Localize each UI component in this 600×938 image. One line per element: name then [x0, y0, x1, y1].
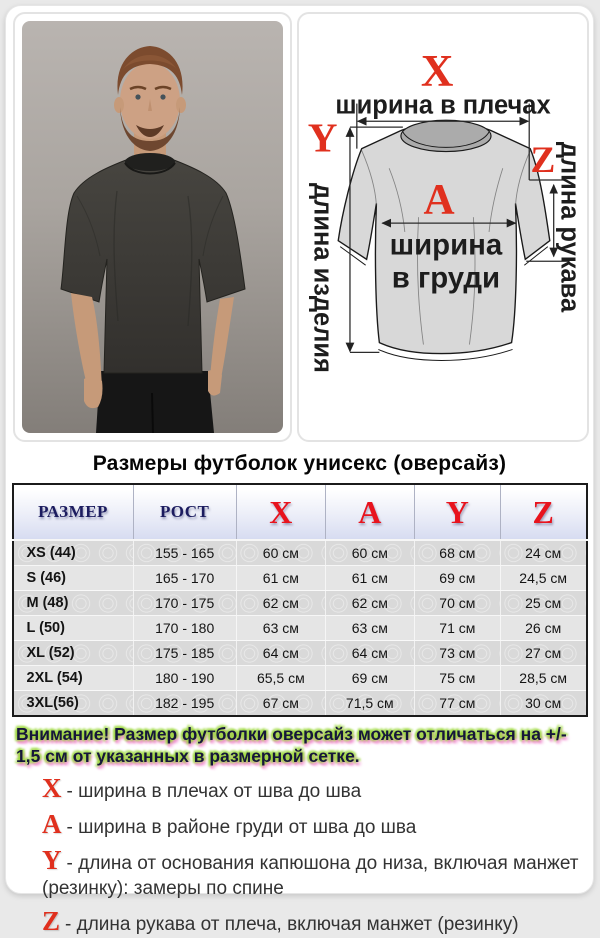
cell-x: 63 см [236, 616, 325, 641]
diagram-y-letter: Y [307, 114, 338, 161]
cell-size: 3XL(56) [13, 691, 134, 717]
cell-y: 70 см [414, 591, 500, 616]
legend-letter: A [42, 809, 62, 840]
table-row [13, 641, 587, 666]
cell-y: 75 см [414, 666, 500, 691]
product-photo-panel [13, 12, 292, 442]
cell-y: 68 см [414, 540, 500, 566]
cell-rost: 180 - 190 [133, 666, 236, 691]
table-row [13, 591, 587, 616]
cell-z: 24,5 см [500, 566, 586, 591]
diagram-z-label: длина рукава [555, 141, 584, 313]
cell-size: XS (44) [13, 540, 134, 566]
cell-x: 60 см [236, 540, 325, 566]
table-row [13, 666, 587, 691]
cell-a: 69 см [325, 666, 414, 691]
cell-rost: 182 - 195 [133, 691, 236, 717]
cell-z: 28,5 см [500, 666, 586, 691]
cell-z: 30 см [500, 691, 586, 717]
legend-text: - ширина в районе груди от шва до шва [66, 817, 417, 839]
legend-letter: Z [42, 905, 61, 936]
cell-rost: 155 - 165 [133, 540, 236, 566]
model-photo [22, 21, 283, 433]
cell-a: 63 см [325, 616, 414, 641]
cell-size: S (46) [13, 566, 134, 591]
col-header-a: A [325, 484, 414, 540]
cell-a: 71,5 см [325, 691, 414, 717]
col-header-z: Z [500, 484, 586, 540]
cell-z: 25 см [500, 591, 586, 616]
table-row [13, 566, 587, 591]
tshirt-measurement-diagram [301, 17, 587, 437]
diagram-z-letter: Z [530, 140, 556, 182]
size-chart-card [5, 5, 594, 936]
cell-size: M (48) [13, 591, 134, 616]
diagram-a-letter: A [423, 176, 455, 224]
cell-x: 65,5 см [236, 666, 325, 691]
top-panels [6, 6, 593, 442]
legend-item [42, 811, 579, 841]
diagram-a-label-line1: ширина [389, 228, 503, 262]
header-row [13, 484, 587, 540]
legend-text: - ширина в плечах от шва до шва [66, 781, 362, 803]
col-header-y: Y [414, 484, 500, 540]
warning-note: Внимание! Размер футболки оверсайз может отличаться на +/- 1,5 см от указанных в размерной сетке. [16, 724, 567, 766]
table-row [13, 540, 587, 566]
cell-size: XL (52) [13, 641, 134, 666]
cell-x: 64 см [236, 641, 325, 666]
size-table-body [13, 540, 587, 716]
size-table [12, 483, 588, 717]
cell-a: 61 см [325, 566, 414, 591]
cell-rost: 175 - 185 [133, 641, 236, 666]
cell-rost: 165 - 170 [133, 566, 236, 591]
cell-rost: 170 - 175 [133, 591, 236, 616]
cell-z: 24 см [500, 540, 586, 566]
legend-letter: X [42, 773, 62, 804]
legend-text: - длина рукава от плеча, включая манжет (резинку) [65, 913, 519, 935]
legend-item [42, 905, 579, 938]
legend-item [42, 775, 579, 805]
table-row [13, 691, 587, 717]
cell-y: 71 см [414, 616, 500, 641]
cell-x: 62 см [236, 591, 325, 616]
table-title: Размеры футболок унисекс (оверсайз) [92, 452, 507, 475]
col-header-size: РАЗМЕР [13, 484, 134, 540]
legend-item [42, 844, 579, 902]
cell-y: 73 см [414, 641, 500, 666]
cell-z: 27 см [500, 641, 586, 666]
diagram-a-label-line2: в груди [391, 261, 501, 295]
cell-y: 77 см [414, 691, 500, 717]
cell-x: 61 см [236, 566, 325, 591]
legend-letter: Y [42, 844, 62, 875]
cell-a: 62 см [325, 591, 414, 616]
legend-text: - длина от основания капюшона до низа, включая манжет (резинку): замеры по спине [42, 852, 579, 900]
diagram-x-letter: X [420, 45, 454, 96]
cell-y: 69 см [414, 566, 500, 591]
cell-a: 60 см [325, 540, 414, 566]
measurement-legend [6, 771, 593, 937]
diagram-y-label: длина изделия [308, 183, 337, 373]
cell-rost: 170 - 180 [133, 616, 236, 641]
cell-z: 26 см [500, 616, 586, 641]
measurement-diagram-panel [297, 12, 589, 442]
cell-a: 64 см [325, 641, 414, 666]
cell-size: L (50) [13, 616, 134, 641]
cell-size: 2XL (54) [13, 666, 134, 691]
table-row [13, 616, 587, 641]
diagram-x-label: ширина в плечах [335, 91, 551, 120]
col-header-x: X [236, 484, 325, 540]
cell-x: 67 см [236, 691, 325, 717]
col-header-rost: РОСТ [133, 484, 236, 540]
